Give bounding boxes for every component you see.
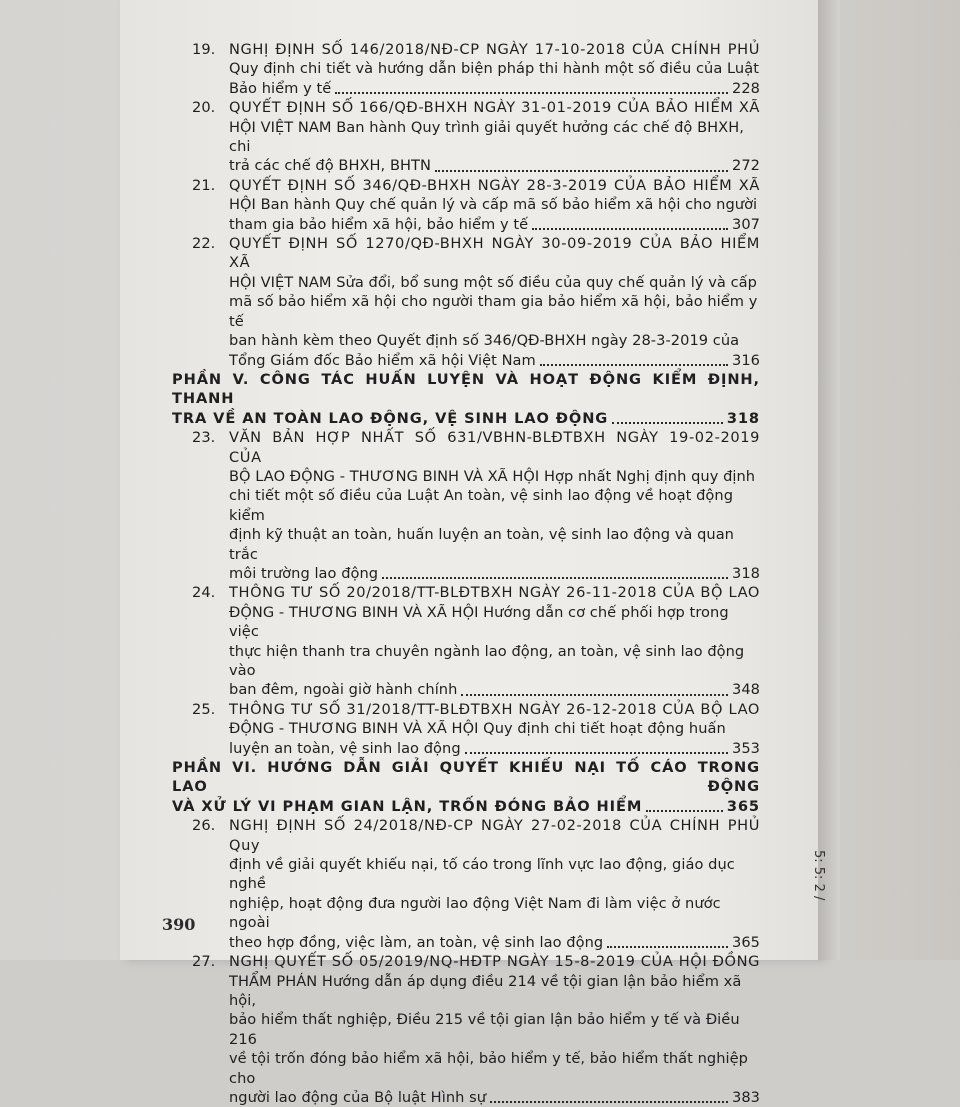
entry-number: 24. xyxy=(192,584,216,602)
table-of-contents xyxy=(172,40,760,1107)
entry-page-number: 318 xyxy=(726,409,760,427)
toc-leader-line xyxy=(229,564,760,583)
entry-number: 26. xyxy=(192,817,216,835)
entry-number: 23. xyxy=(192,429,216,447)
entry-page-number: 228 xyxy=(731,79,760,97)
toc-entry xyxy=(172,40,760,98)
toc-leader-line xyxy=(229,79,760,98)
entry-number: 21. xyxy=(192,176,216,194)
dot-leader xyxy=(435,170,728,172)
entry-page-number: 365 xyxy=(731,933,760,951)
toc-entry xyxy=(172,176,760,234)
entry-page-number: 383 xyxy=(731,1088,760,1106)
entry-last-line: Tổng Giám đốc Bảo hiểm xã hội Việt Nam xyxy=(229,351,536,369)
dot-leader xyxy=(540,364,728,366)
entry-last-line: môi trường lao động xyxy=(229,564,379,582)
entry-page-number: 307 xyxy=(731,215,760,233)
entry-title: THÔNG TƯ SỐ 20/2018/TT-BLĐTBXH NGÀY 26-11-2018 CỦA BỘ LAO xyxy=(229,584,760,602)
toc-entry xyxy=(172,234,760,370)
entry-title: QUYẾT ĐỊNH SỐ 1270/QĐ-BHXH NGÀY 30-09-2019 CỦA BẢO HIỂM XÃ xyxy=(229,235,760,272)
entry-body xyxy=(229,40,760,98)
dot-leader xyxy=(532,228,728,230)
entry-description-line: ĐỘNG - THƯƠNG BINH VÀ XÃ HỘI Quy định chi tiết hoạt động huấn xyxy=(229,720,726,738)
entry-description-line: ĐỘNG - THƯƠNG BINH VÀ XÃ HỘI Hướng dẫn cơ chế phối hợp trong việc xyxy=(229,603,729,641)
entry-last-line: luyện an toàn, vệ sinh lao động xyxy=(229,739,461,757)
entry-page-number: 318 xyxy=(731,564,760,582)
toc-leader-line xyxy=(229,215,760,234)
entry-number: 25. xyxy=(192,700,216,718)
entry-page-number: 316 xyxy=(731,351,760,369)
entry-title: QUYẾT ĐỊNH SỐ 166/QĐ-BHXH NGÀY 31-01-2019 CỦA BẢO HIỂM XÃ xyxy=(229,99,760,117)
entry-body xyxy=(229,176,760,234)
entry-body xyxy=(229,428,760,583)
entry-description-line: bảo hiểm thất nghiệp, Điều 215 về tội gian lận bảo hiểm y tế và Điều 216 xyxy=(229,1011,740,1048)
entry-last-line: tham gia bảo hiểm xã hội, bảo hiểm y tế xyxy=(229,215,529,233)
entry-last-line: TRA VỀ AN TOÀN LAO ĐỘNG, VỆ SINH LAO ĐỘNG xyxy=(172,409,609,427)
dot-leader xyxy=(646,810,723,812)
dot-leader xyxy=(461,694,728,696)
entry-title: QUYẾT ĐỊNH SỐ 346/QĐ-BHXH NGÀY 28-3-2019 CỦA BẢO HIỂM XÃ xyxy=(229,176,760,194)
entry-description-line: HỘI Ban hành Quy chế quản lý và cấp mã số bảo hiểm xã hội cho người xyxy=(229,196,758,214)
entry-body xyxy=(229,952,760,1107)
entry-body xyxy=(229,583,760,699)
toc-entry xyxy=(172,700,760,758)
entry-last-line: Bảo hiểm y tế xyxy=(229,79,332,97)
toc-entry xyxy=(172,583,760,699)
entry-last-line: người lao động của Bộ luật Hình sự xyxy=(229,1088,487,1106)
entry-title: NGHỊ ĐỊNH SỐ 146/2018/NĐ-CP NGÀY 17-10-2018 CỦA CHÍNH PHỦ xyxy=(229,41,760,58)
entry-description-line: về tội trốn đóng bảo hiểm xã hội, bảo hiểm y tế, bảo hiểm thất nghiệp cho xyxy=(229,1050,748,1087)
entry-description-line: định về giải quyết khiếu nại, tố cáo trong lĩnh vực lao động, giáo dục nghề xyxy=(229,856,735,893)
entry-last-line: VÀ XỬ LÝ VI PHẠM GIAN LẬN, TRỐN ĐÓNG BẢO HIỂM xyxy=(172,797,643,815)
entry-page-number: 348 xyxy=(731,681,760,699)
part-heading-line: PHẦN V. CÔNG TÁC HUẤN LUYỆN VÀ HOẠT ĐỘNG KIỂM ĐỊNH, THANH xyxy=(172,370,760,408)
toc-entry xyxy=(172,952,760,1107)
dot-leader xyxy=(335,92,728,94)
entry-description-line: mã số bảo hiểm xã hội cho người tham gia bảo hiểm xã hội, bảo hiểm y tế xyxy=(229,293,758,330)
entry-page-number: 365 xyxy=(726,797,760,815)
entry-title: VĂN BẢN HỢP NHẤT SỐ 631/VBHN-BLĐTBXH NGÀY 19-02-2019 CỦA xyxy=(229,429,760,466)
entry-title: NGHỊ QUYẾT SỐ 05/2019/NQ-HĐTP NGÀY 15-8-2019 CỦA HỘI ĐỒNG xyxy=(229,953,760,971)
toc-leader-line xyxy=(229,739,760,758)
entry-description-line: HỘI VIỆT NAM Ban hành Quy trình giải quyết hưởng các chế độ BHXH, chi xyxy=(229,118,744,156)
entry-number: 20. xyxy=(192,99,216,117)
entry-number: 22. xyxy=(192,235,216,253)
entry-description-line: Quy định chi tiết và hướng dẫn biện pháp thi hành một số điều của Luật xyxy=(229,60,759,78)
entry-body xyxy=(229,816,760,952)
toc-leader-line xyxy=(229,933,760,952)
part-heading xyxy=(172,758,760,816)
entry-last-line: trả các chế độ BHXH, BHTN xyxy=(229,157,431,175)
toc-leader-line xyxy=(229,351,760,370)
toc-leader-line xyxy=(229,1088,760,1107)
entry-body xyxy=(229,98,760,176)
entry-body xyxy=(229,700,760,758)
dot-leader xyxy=(612,422,723,424)
entry-number: 19. xyxy=(192,41,216,58)
entry-description-line: THẨM PHÁN Hướng dẫn áp dụng điều 214 về tội gian lận bảo hiểm xã hội, xyxy=(229,972,742,1009)
dot-leader xyxy=(607,946,728,948)
toc-entry xyxy=(172,428,760,583)
toc-entry xyxy=(172,98,760,176)
entry-description-line: chi tiết một số điều của Luật An toàn, vệ sinh lao động về hoạt động kiểm xyxy=(229,487,734,524)
entry-title: THÔNG TƯ SỐ 31/2018/TT-BLĐTBXH NGÀY 26-12-2018 CỦA BỘ LAO xyxy=(229,700,760,718)
spine-text: 5: 5: 2 / xyxy=(811,850,826,901)
entry-last-line: theo hợp đồng, việc làm, an toàn, vệ sinh lao động xyxy=(229,933,604,951)
dot-leader xyxy=(382,577,728,579)
entry-description-line: thực hiện thanh tra chuyên ngành lao động, an toàn, vệ sinh lao động vào xyxy=(229,642,745,679)
entry-body xyxy=(229,234,760,370)
entry-page-number: 353 xyxy=(731,739,760,757)
entry-page-number: 272 xyxy=(731,157,760,175)
book-spine-edge xyxy=(818,0,840,960)
toc-leader-line xyxy=(172,409,760,428)
toc-leader-line xyxy=(229,156,760,175)
part-heading xyxy=(172,370,760,428)
entry-description-line: BỘ LAO ĐỘNG - THƯƠNG BINH VÀ XÃ HỘI Hợp nhất Nghị định quy định xyxy=(229,467,756,485)
entry-last-line: ban đêm, ngoài giờ hành chính xyxy=(229,681,458,699)
toc-entry xyxy=(172,816,760,952)
entry-description-line: nghiệp, hoạt động đưa người lao động Việt Nam đi làm việc ở nước ngoài xyxy=(229,894,721,932)
entry-title: NGHỊ ĐỊNH SỐ 24/2018/NĐ-CP NGÀY 27-02-2018 CỦA CHÍNH PHỦ Quy xyxy=(229,817,760,854)
entry-number: 27. xyxy=(192,953,216,971)
toc-leader-line xyxy=(172,797,760,816)
part-heading-line: PHẦN VI. HƯỚNG DẪN GIẢI QUYẾT KHIẾU NẠI TỐ CÁO TRONG LAO ĐỘNG xyxy=(172,759,760,796)
entry-description-line: ban hành kèm theo Quyết định số 346/QĐ-BHXH ngày 28-3-2019 của xyxy=(229,332,740,350)
entry-description-line: định kỹ thuật an toàn, huấn luyện an toàn, vệ sinh lao động và quan trắc xyxy=(229,526,734,563)
dot-leader xyxy=(490,1101,728,1103)
dot-leader xyxy=(465,752,728,754)
entry-description-line: HỘI VIỆT NAM Sửa đổi, bổ sung một số điều của quy chế quản lý và cấp xyxy=(229,273,757,291)
page-number: 390 xyxy=(162,915,196,934)
toc-leader-line xyxy=(229,680,760,699)
